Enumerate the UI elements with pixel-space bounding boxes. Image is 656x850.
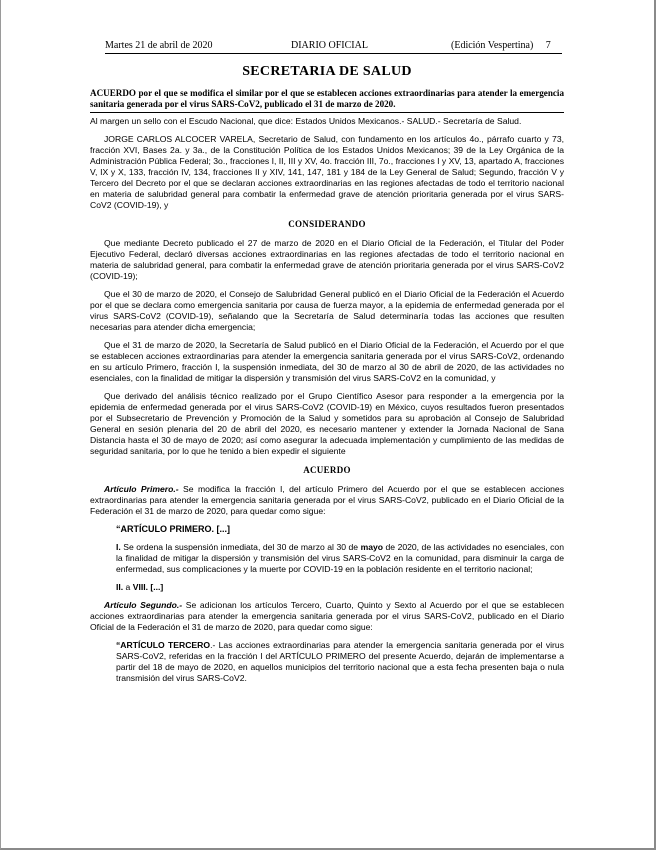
articulo-tercero-label: “ARTÍCULO TERCERO [116,640,211,650]
document-body [90,63,564,684]
seal-note: Al margen un sello con el Escudo Nacional, que dice: Estados Unidos Mexicanos.- SALUD.- Secretaría de Salud. [90,116,522,126]
header-date: Martes 21 de abril de 2020 [105,40,213,51]
fraccion-i-text-b: de 2020, de las actividades no esenciales, con la finalidad de mitigar la dispersión y transmisión del virus SARS-CoV2 en la comunidad, para disminuir la carga de enfermedad, sus complicaciones y la muerte por COVID-19 en la población residente en el territorio nacional; [116,542,564,574]
articulo-segundo-text: Se adicionan los artículos Tercero, Cuarto, Quinto y Sexto al Acuerdo por el que se establecen acciones extraordinarias para atender la emergencia sanitaria generada por el virus SARS-CoV2, publicado en el Diario Oficial de la Federación el 31 de marzo de 2020, para quedar como sigue: [90,600,564,632]
section-title: SECRETARIA DE SALUD [242,64,412,79]
acuerdo-title: ACUERDO por el que se modifica el similar por el que se establecen acciones extraordinarias para atender la emergencia sanitaria generada por el virus SARS-CoV2, publicado el 31 de marzo de 2020. [90,88,564,113]
articulo-tercero-quote [116,640,564,684]
fraccion-i-label: I. [116,542,121,552]
header-page-number: 7 [545,40,551,51]
considerando-paragraph: Que el 31 de marzo de 2020, la Secretaría de Salud publicó en el Diario Oficial de la Federación, el Acuerdo por el que se establecen acciones extraordinarias para atender la emergencia sanitaria generada por el virus SARS-CoV2, ordenando en su artículo Primero, fracción I, la suspensión inmediata, del 30 de marzo al 30 de abril de 2020, de las actividades no esenciales, con la finalidad de mitigar la dispersión y transmisión del virus SARS-CoV2 en la comunidad, y [90,340,564,383]
header-edition-label: (Edición Vespertina) [451,40,534,51]
articulo-primero-label: Artículo Primero.- [104,484,179,494]
fraccion-range-start: II. [116,582,124,592]
header-rule [105,53,562,54]
considerando-heading: CONSIDERANDO [288,219,366,229]
quote-heading: “ARTÍCULO PRIMERO. [...] [116,524,230,534]
articulo-tercero-text: .- Las acciones extraordinarias para atender la emergencia sanitaria generada por el virus SARS-CoV2, referidas en la fracción I del ARTÍCULO PRIMERO del presente Acuerdo, dejarán de implementarse a partir del 18 de mayo de 2020, en aquellos municipios del territorio nacional que a esta fecha presenten baja o nula transmisión del virus SARS-CoV2. [116,640,564,683]
articulo-tercero-paragraph [116,640,564,684]
fraccion-i-emphasis: mayo [360,542,384,552]
fraccion-i-text-a: Se ordena la suspensión inmediata, del 30 de marzo al 30 de [120,542,361,552]
considerando-paragraph: Que derivado del análisis técnico realizado por el Grupo Científico Asesor para responder a la emergencia por la epidemia de enfermedad generada por el virus SARS-CoV2 (COVID-19) en México, cuyos resultados fueron presentados por el Subsecretario de Prevención y Promoción de la Salud y sometidos para su aprobación al Consejo de Salubridad General en sesión plenaria del 20 de abril del 2020, es necesario mantener y extender la Jornada Nacional de Sana Distancia hasta el 30 de mayo de 2020; así como asegurar la adecuada implementación y cumplimiento de las medidas de seguridad sanitaria, por lo que he tenido a bien expedir el siguiente [90,391,564,456]
considerando-paragraph: Que el 30 de marzo de 2020, el Consejo de Salubridad General publicó en el Diario Oficial de la Federación el Acuerdo por el que se declara como emergencia sanitaria por causa de fuerza mayor, a la epidemia de enfermedad generada por el virus SARS-CoV2 (COVID-19), señalando que la Secretaría de Salud determinaría todas las acciones que resulten necesarias para atender dicha emergencia; [90,289,564,332]
fraccion-range-end: VIII. [...] [132,582,164,592]
header-edition [451,40,551,51]
articulo-primero-paragraph [90,484,564,517]
fraccion-range [116,582,564,593]
preamble-paragraph: JORGE CARLOS ALCOCER VARELA, Secretario de Salud, con fundamento en los artículos 4o., párrafo cuarto y 73, fracción XVI, Bases 2a. y 3a., de la Constitución Política de los Estados Unidos Mexicanos; 39 de la Ley Orgánica de la Administración Pública Federal; 3o., fracciones I, II, III y XV, 4o. fracción III, 7o., fracciones I y XV, 13, apartado A, fracciones V, IX y X, 133, fracción IV, 134, fracciones II y XIV, 141, 147, 181 y 184 de la Ley General de Salud; Segundo, fracción V y Tercero del Decreto por el que se declaran acciones extraordinarias en las regiones afectadas de todo el territorio nacional en materia de salubridad general para combatir la enfermedad grave de atención prioritaria generada por el virus SARS-CoV2 (COVID-19), y [90,134,564,210]
header-publication: DIARIO OFICIAL [291,40,368,51]
considerando-paragraph: Que mediante Decreto publicado el 27 de marzo de 2020 en el Diario Oficial de la Federación, el Titular del Poder Ejecutivo Federal, declaró diversas acciones extraordinarias en las regiones afectadas de todo el territorio nacional en materia de salubridad general, para combatir la enfermedad grave de atención prioritaria generada por el virus SARS-CoV2 (COVID-19); [90,238,564,281]
articulo-primero-text: Se modifica la fracción I, del artículo Primero del Acuerdo por el que se establecen acciones extraordinarias para atender la emergencia sanitaria generada por el virus SARS-CoV2, publicado en el Diario Oficial de la Federación el 31 de marzo de 2020, para quedar como sigue: [90,484,564,516]
articulo-segundo-paragraph [90,600,564,633]
fraccion-range-sep: a [123,582,133,592]
fraccion-i-paragraph [116,542,564,575]
articulo-primero-quote [116,524,564,593]
articulo-segundo-label: Artículo Segundo.- [104,600,183,610]
acuerdo-heading: ACUERDO [303,465,351,475]
